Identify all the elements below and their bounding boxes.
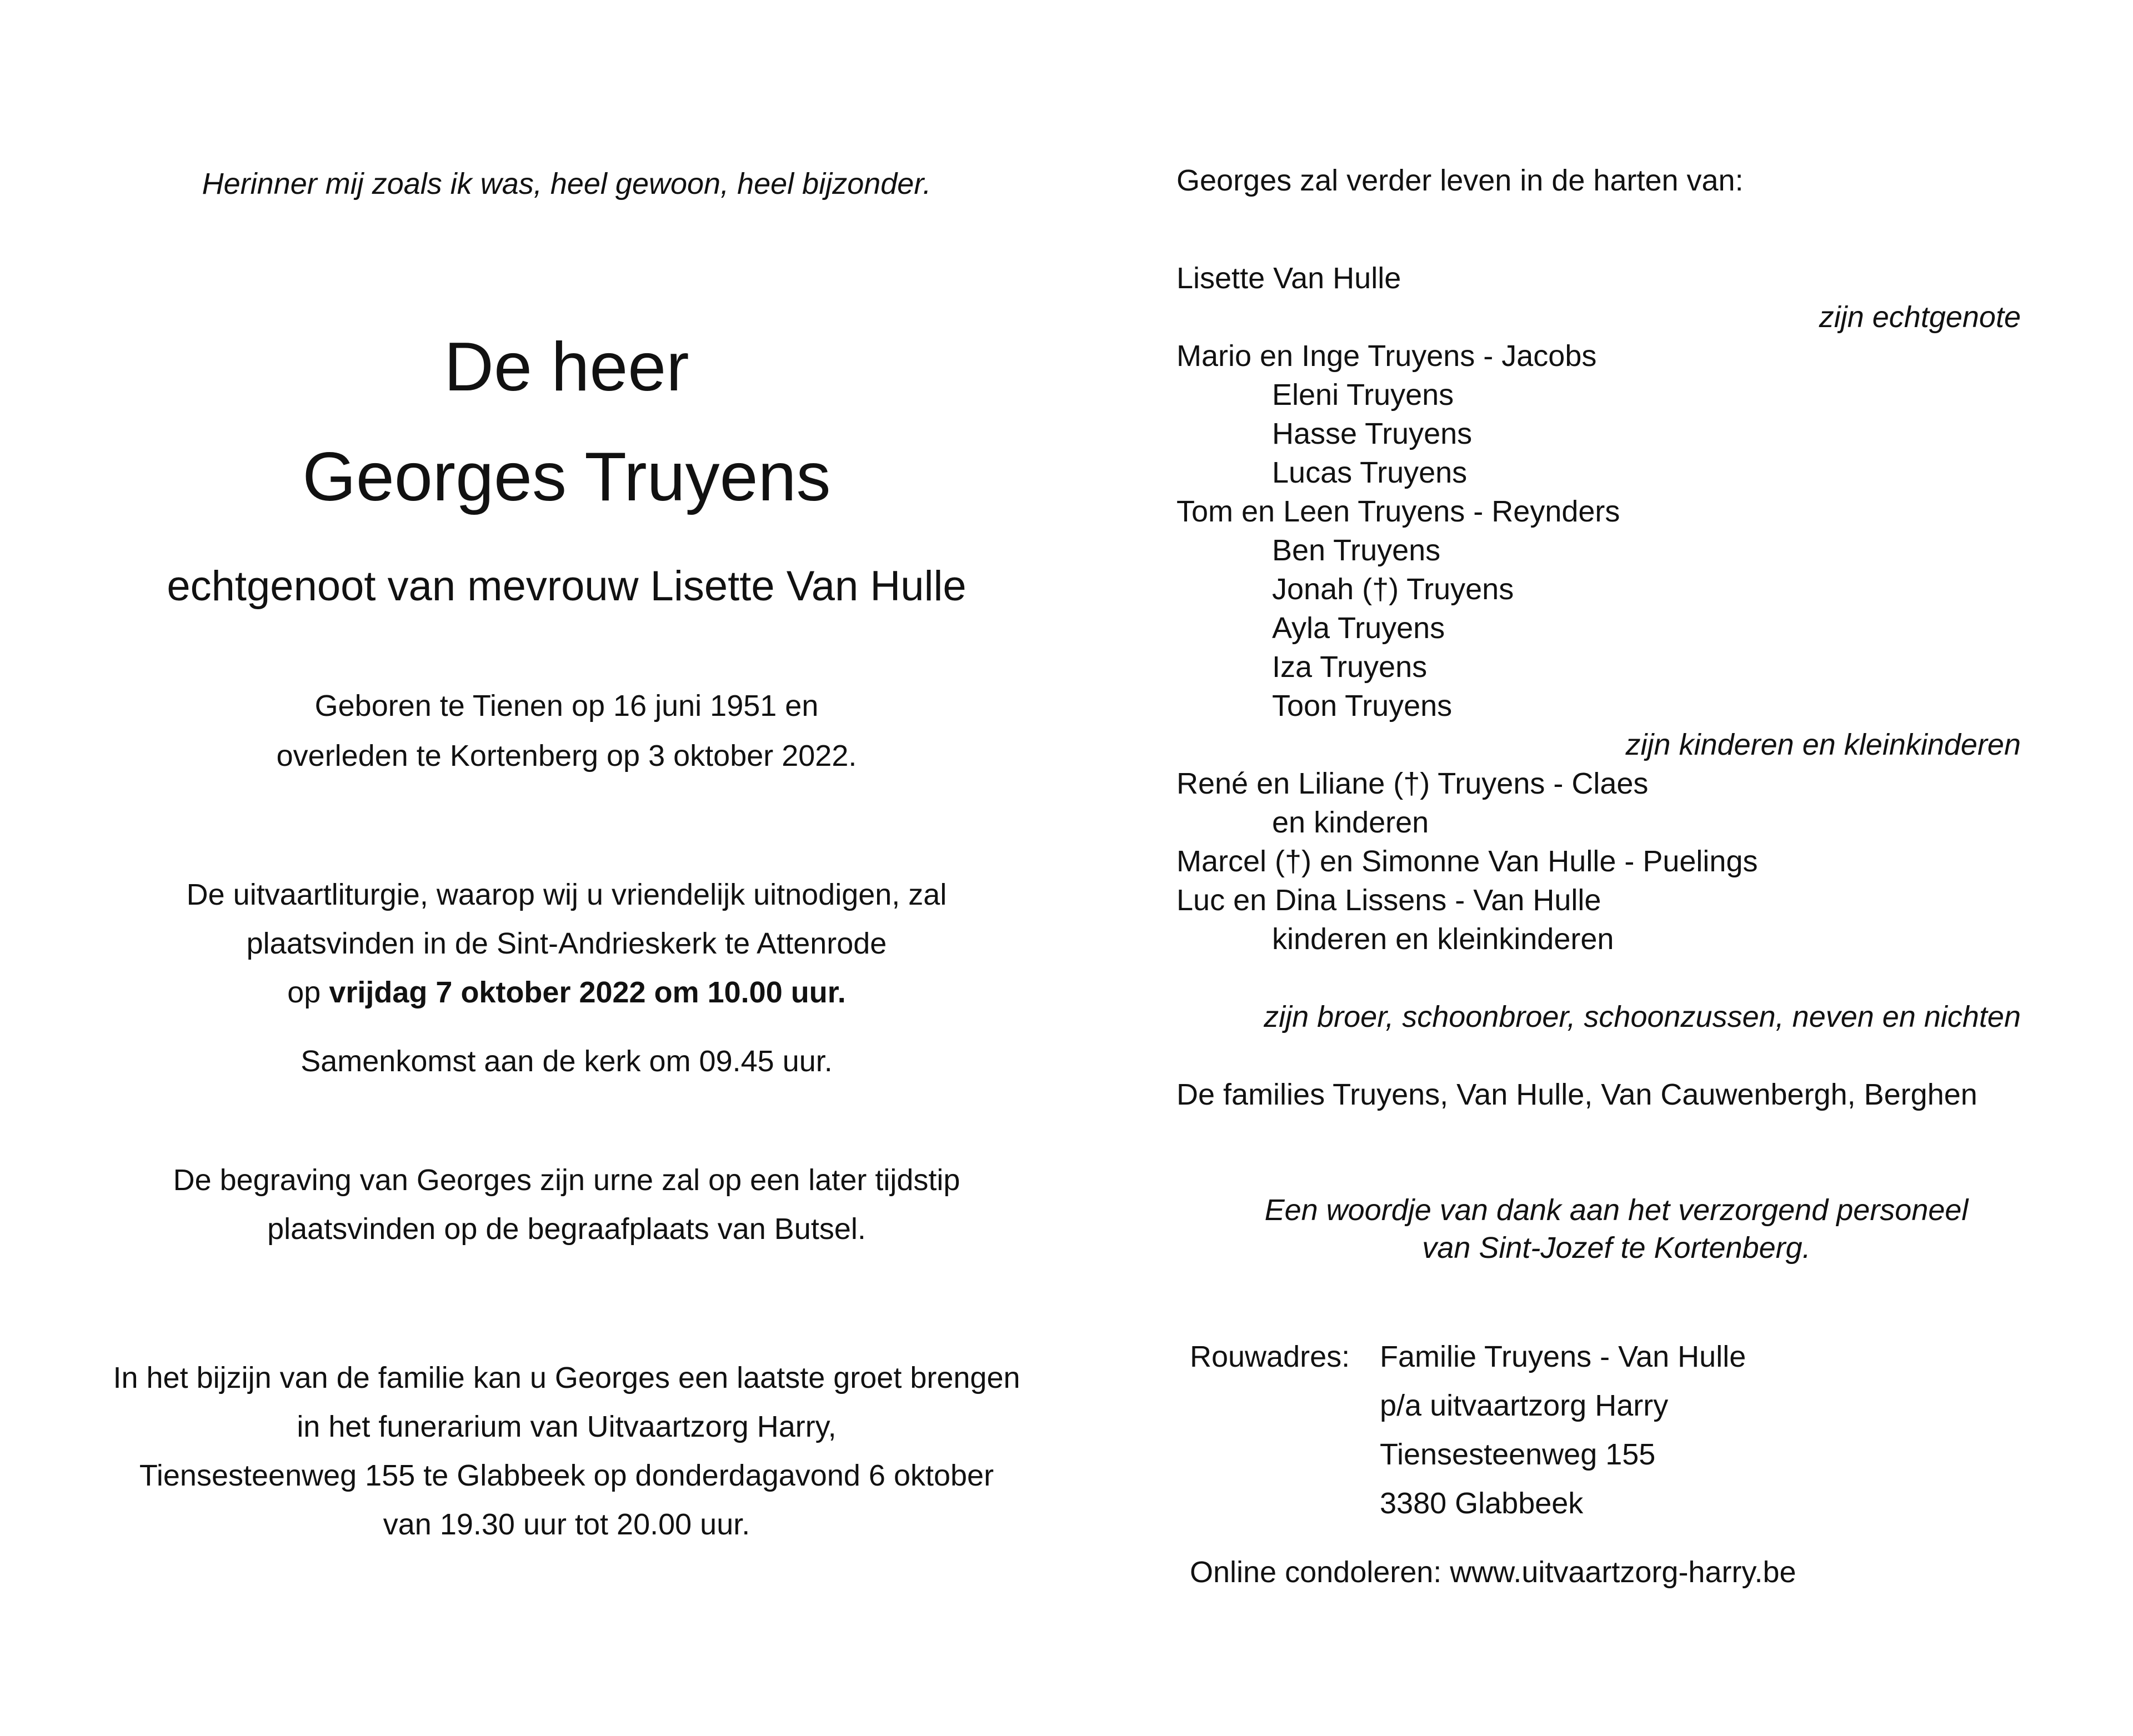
sibling-2: Marcel (†) en Simonne Van Hulle - Puelings <box>1176 845 1758 878</box>
thanks-line-2: van Sint-Jozef te Kortenberg. <box>1422 1231 1811 1265</box>
liturgy-line-1: De uitvaartliturgie, waarop wij u vriendelijk uitnodigen, zal <box>186 878 947 911</box>
burial-line-1: De begraving van Georges zijn urne zal op een later tijdstip <box>173 1163 960 1197</box>
spouse-line: echtgenoot van mevrouw Lisette Van Hulle <box>167 563 967 610</box>
liturgy-date: vrijdag 7 oktober 2022 om 10.00 uur. <box>329 976 846 1009</box>
online-condolences: Online condoleren: www.uitvaartzorg-harry.be <box>1190 1556 1796 1589</box>
grandchild: Toon Truyens <box>1272 689 1453 723</box>
sibling-1: René en Liliane (†) Truyens - Claes <box>1176 767 1649 800</box>
sibling-3: Luc en Dina Lissens - Van Hulle <box>1176 884 1601 917</box>
grandchild: Ayla Truyens <box>1272 611 1445 645</box>
grandchild: Eleni Truyens <box>1272 378 1454 412</box>
address-line: p/a uitvaartzorg Harry <box>1380 1389 1669 1422</box>
address-line: Familie Truyens - Van Hulle <box>1380 1340 1746 1373</box>
siblings-role: zijn broer, schoonbroer, schoonzussen, neven en nichten <box>1264 1000 2021 1033</box>
visit-line-4: van 19.30 uur tot 20.00 uur. <box>383 1508 750 1541</box>
spouse-role: zijn echtgenote <box>1819 300 2021 334</box>
spouse-name: Lisette Van Hulle <box>1176 262 1401 295</box>
sibling-3-sub: kinderen en kleinkinderen <box>1272 922 1614 956</box>
liturgy-line-2: plaatsvinden in de Sint-Andrieskerk te Attenrode <box>246 927 887 960</box>
memorial-quote: Herinner mij zoals ik was, heel gewoon, heel bijzonder. <box>202 167 932 200</box>
children-role: zijn kinderen en kleinkinderen <box>1625 728 2021 761</box>
grandchild: Jonah (†) Truyens <box>1272 573 1514 606</box>
grandchild: Lucas Truyens <box>1272 456 1468 489</box>
grandchild: Iza Truyens <box>1272 650 1428 684</box>
liturgy-date-prefix: op <box>287 976 321 1009</box>
visit-line-1: In het bijzijn van de familie kan u Georges een laatste groet brengen <box>113 1361 1020 1394</box>
burial-line-2: plaatsvinden op de begraafplaats van Butsel. <box>267 1212 866 1246</box>
title-honorific: De heer <box>444 329 689 405</box>
birth-line: Geboren te Tienen op 16 juni 1951 en <box>314 689 819 723</box>
families-line: De families Truyens, Van Hulle, Van Cauwenbergh, Berghen <box>1176 1078 1977 1111</box>
thanks-line-1: Een woordje van dank aan het verzorgend personeel <box>1264 1193 1969 1227</box>
death-line: overleden te Kortenberg op 3 oktober 2022. <box>276 739 857 772</box>
visit-line-2: in het funerarium van Uitvaartzorg Harry, <box>297 1410 837 1443</box>
sibling-1-sub: en kinderen <box>1272 806 1429 839</box>
family-1-head: Mario en Inge Truyens - Jacobs <box>1176 339 1597 373</box>
survivors-intro: Georges zal verder leven in de harten van: <box>1176 164 1744 197</box>
family-2-head: Tom en Leen Truyens - Reynders <box>1176 495 1620 528</box>
address-line: Tiensesteenweg 155 <box>1380 1438 1656 1471</box>
deceased-name: Georges Truyens <box>302 439 831 515</box>
grandchild: Hasse Truyens <box>1272 417 1473 450</box>
liturgy-line-3 <box>0 975 1133 1010</box>
gathering-line: Samenkomst aan de kerk om 09.45 uur. <box>301 1045 833 1078</box>
visit-line-3: Tiensesteenweg 155 te Glabbeek op donderdagavond 6 oktober <box>139 1459 994 1492</box>
grandchild: Ben Truyens <box>1272 534 1441 567</box>
address-line: 3380 Glabbeek <box>1380 1487 1584 1520</box>
address-label: Rouwadres: <box>1190 1340 1350 1373</box>
